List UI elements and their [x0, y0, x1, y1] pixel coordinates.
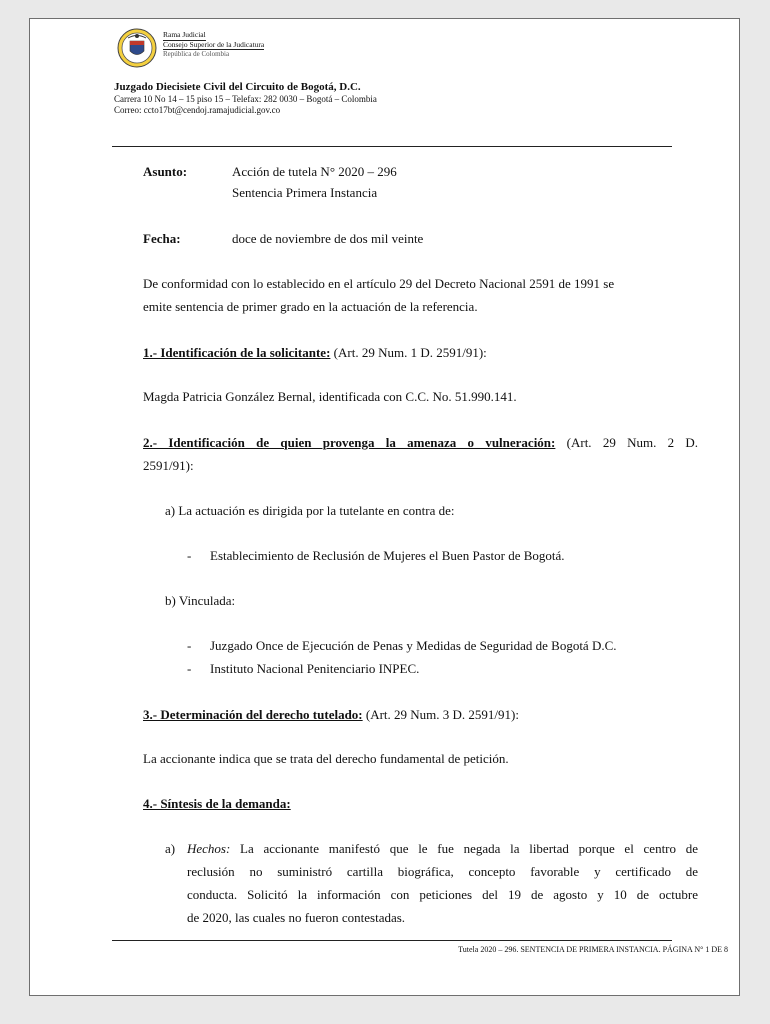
section1-heading: 1.- Identificación de la solicitante: [143, 345, 331, 360]
section4-item-a-line3: conducta. Solicitó la información con peticiones del 19 de agosto y 10 de octubre [187, 887, 698, 902]
section2-title [143, 435, 698, 450]
fecha-value: doce de noviembre de dos mil veinte [232, 231, 424, 246]
judicial-logo [116, 27, 296, 77]
section3-ref: (Art. 29 Num. 3 D. 2591/91): [362, 707, 519, 722]
section3-heading: 3.- Determinación del derecho tutelado: [143, 707, 363, 722]
fecha-label: Fecha: [143, 231, 181, 246]
court-address: Carrera 10 No 14 – 15 piso 15 – Telefax: 282 0030 – Bogotá – Colombia [114, 93, 377, 104]
section2-item-b: b) Vinculada: [165, 593, 236, 608]
intro-line1: De conformidad con lo establecido en el artículo 29 del Decreto Nacional 2591 de 1991 se [143, 276, 615, 291]
bullet-dash: - [187, 638, 192, 653]
section2-item-b-entity1: Juzgado Once de Ejecución de Penas y Medidas de Seguridad de Bogotá D.C. [210, 638, 617, 653]
section3-title [143, 707, 519, 722]
hechos-text: La accionante manifestó que le fue negada la libertad porque el centro de [230, 841, 698, 856]
logo-line-republica: República de Colombia [163, 50, 230, 58]
hechos-label: Hechos: [187, 841, 231, 856]
section2-item-a-entity: Establecimiento de Reclusión de Mujeres el Buen Pastor de Bogotá. [210, 548, 565, 563]
section1-ref: (Art. 29 Num. 1 D. 2591/91): [330, 345, 487, 360]
section1-title [143, 345, 487, 360]
section1-body: Magda Patricia González Bernal, identificada con C.C. No. 51.990.141. [143, 389, 517, 404]
court-name: Juzgado Diecisiete Civil del Circuito de Bogotá, D.C. [114, 81, 361, 93]
logo-line-rama: Rama Judicial [163, 30, 206, 39]
section2-ref: (Art. 29 Num. 2 D. [555, 435, 699, 450]
section4-heading: 4.- Síntesis de la demanda: [143, 796, 291, 811]
asunto-line2: Sentencia Primera Instancia [232, 185, 378, 200]
court-email: Correo: ccto17bt@cendoj.ramajudicial.gov.co [114, 105, 281, 115]
coat-of-arms-icon [116, 27, 158, 69]
intro-line2: emite sentencia de primer grado en la actuación de la referencia. [143, 299, 478, 314]
section2-item-a: a) La actuación es dirigida por la tutelante en contra de: [165, 503, 455, 518]
section2-heading: 2.- Identificación de quien provenga la amenaza o vulneración: [143, 435, 556, 450]
section2-ref-cont: 2591/91): [143, 458, 194, 473]
bullet-dash: - [187, 548, 192, 563]
section4-item-a-line4: de 2020, las cuales no fueron contestadas. [187, 910, 406, 925]
asunto-label: Asunto: [143, 164, 188, 179]
header-divider [112, 146, 672, 147]
section4-item-a-prefix: a) [165, 841, 176, 856]
section2-item-b-entity2: Instituto Nacional Penitenciario INPEC. [210, 661, 420, 676]
logo-line-consejo: Consejo Superior de la Judicatura [163, 39, 265, 49]
footer-divider [112, 940, 672, 941]
bullet-dash: - [187, 661, 192, 676]
court-header [114, 82, 377, 117]
asunto-line1: Acción de tutela N° 2020 – 296 [232, 164, 397, 179]
section4-item-a-line2: reclusión no suministró cartilla biográfica, concepto favorable y certificado de [187, 864, 698, 879]
section4-item-a-line1 [187, 841, 698, 856]
page-footer: Tutela 2020 – 296. SENTENCIA DE PRIMERA INSTANCIA. PÁGINA N° 1 DE 8 [458, 945, 728, 954]
section3-body: La accionante indica que se trata del derecho fundamental de petición. [143, 751, 509, 766]
